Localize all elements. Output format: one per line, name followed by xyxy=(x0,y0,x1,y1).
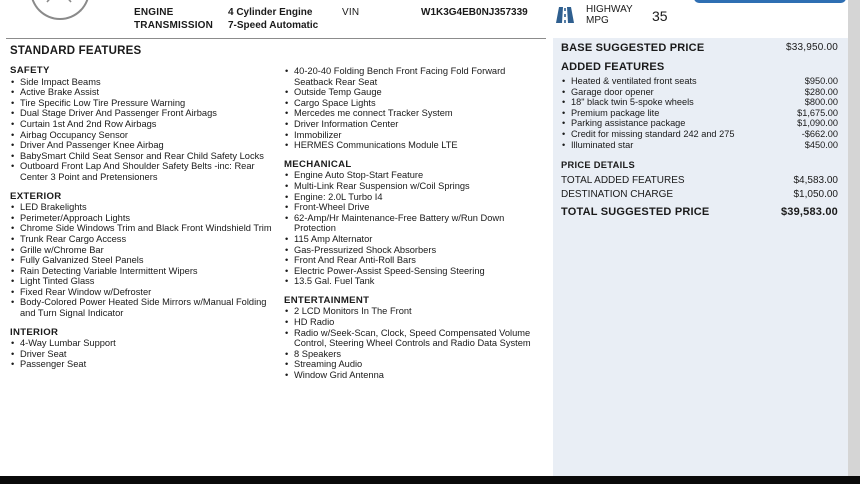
destination-label: DESTINATION CHARGE xyxy=(561,189,674,200)
feature-item: • Light Tinted Glass xyxy=(10,276,280,287)
feature-list xyxy=(10,338,280,370)
feature-item: • Rain Detecting Variable Intermittent Wipers xyxy=(10,266,280,277)
feature-item: • 2 LCD Monitors In The Front xyxy=(284,306,546,317)
header-accent-bar xyxy=(694,0,846,3)
feature-list xyxy=(10,77,280,183)
feature-item: • Fully Galvanized Steel Panels xyxy=(10,255,280,266)
feature-item: • Electric Power-Assist Speed-Sensing Steering xyxy=(284,266,546,277)
feature-item: • HERMES Communications Module LTE xyxy=(284,140,546,151)
feature-item: • Multi-Link Rear Suspension w/Coil Springs xyxy=(284,181,546,192)
added-feature-name: Premium package lite xyxy=(571,107,660,118)
feature-item: • Cargo Space Lights xyxy=(284,98,546,109)
base-price-label: BASE SUGGESTED PRICE xyxy=(561,42,705,54)
feature-item: • Body-Colored Power Heated Side Mirrors w/Manual Folding and Turn Signal Indicator xyxy=(10,297,280,318)
added-feature-price: $950.00 xyxy=(804,76,838,86)
feature-item: • Streaming Audio xyxy=(284,359,546,370)
feature-item: • 115 Amp Alternator xyxy=(284,234,546,245)
feature-section-title: MECHANICAL xyxy=(284,158,352,170)
highway-mpg-label: HIGHWAY MPG xyxy=(586,4,633,26)
feature-item: • 40-20-40 Folding Bench Front Facing Fold Forward Seatback Rear Seat xyxy=(284,66,546,87)
feature-section xyxy=(10,192,280,319)
feature-list xyxy=(284,170,546,287)
transmission-value: 7-Speed Automatic xyxy=(228,20,319,31)
vin-label: VIN xyxy=(342,7,360,18)
engine-label: ENGINE xyxy=(134,7,174,18)
feature-item: • Front And Rear Anti-Roll Bars xyxy=(284,255,546,266)
feature-item: • 8 Speakers xyxy=(284,349,546,360)
feature-item: • Window Grid Antenna xyxy=(284,370,546,381)
feature-item: • 4-Way Lumbar Support xyxy=(10,338,280,349)
added-feature-row xyxy=(561,118,838,129)
feature-list xyxy=(284,306,546,380)
added-feature-price: -$662.00 xyxy=(801,128,838,139)
feature-item: • LED Brakelights xyxy=(10,202,280,213)
feature-item: • Tire Specific Low Tire Pressure Warning xyxy=(10,98,280,109)
added-feature-row xyxy=(561,129,838,140)
engine-value: 4 Cylinder Engine xyxy=(228,7,313,18)
added-feature-row xyxy=(561,87,838,98)
feature-item: • Outside Temp Gauge xyxy=(284,87,546,98)
feature-item: • Driver Seat xyxy=(10,349,280,360)
added-feature-row xyxy=(561,97,838,108)
price-details-title: PRICE DETAILS xyxy=(561,160,635,170)
feature-list xyxy=(284,66,546,151)
feature-item: • Radio w/Seek-Scan, Clock, Speed Compensated Volume Control, Steering Wheel Controls and Radio Data System xyxy=(284,328,546,349)
feature-item: • Outboard Front Lap And Shoulder Safety Belts -inc: Rear Center 3 Point and Pretensioners xyxy=(10,161,280,182)
total-added-label: TOTAL ADDED FEATURES xyxy=(561,175,685,186)
standard-features-title: STANDARD FEATURES xyxy=(10,45,142,57)
header-divider xyxy=(6,38,546,39)
feature-item: • BabySmart Child Seat Sensor and Rear Child Safety Locks xyxy=(10,151,280,162)
added-feature-name: Credit for missing standard 242 and 275 xyxy=(571,128,735,139)
added-feature-name: Illuminated star xyxy=(571,139,634,150)
total-price-label: TOTAL SUGGESTED PRICE xyxy=(561,206,710,218)
added-feature-name: 18" black twin 5-spoke wheels xyxy=(571,97,694,108)
feature-item: • Trunk Rear Cargo Access xyxy=(10,234,280,245)
added-feature-row xyxy=(561,76,838,87)
feature-section xyxy=(284,296,546,381)
added-feature-price: $450.00 xyxy=(804,139,838,150)
feature-item: • 13.5 Gal. Fuel Tank xyxy=(284,276,546,287)
feature-item: • Engine Auto Stop-Start Feature xyxy=(284,170,546,181)
added-feature-row xyxy=(561,108,838,119)
total-added-value: $4,583.00 xyxy=(793,175,838,186)
feature-section xyxy=(10,328,280,370)
feature-item: • Gas-Pressurized Shock Absorbers xyxy=(284,245,546,256)
added-feature-row xyxy=(561,140,838,151)
transmission-label: TRANSMISSION xyxy=(134,20,214,31)
feature-item: • Engine: 2.0L Turbo I4 xyxy=(284,192,546,203)
added-feature-name: Parking assistance package xyxy=(571,118,686,129)
feature-section-title: INTERIOR xyxy=(10,326,59,338)
feature-item: • 62-Amp/Hr Maintenance-Free Battery w/Run Down Protection xyxy=(284,213,546,234)
total-price-value: $39,583.00 xyxy=(780,206,838,218)
feature-item: • Fixed Rear Window w/Defroster xyxy=(10,287,280,298)
added-feature-name: Garage door opener xyxy=(571,86,654,97)
feature-item: • Mercedes me connect Tracker System xyxy=(284,108,546,119)
added-feature-price: $1,090.00 xyxy=(797,118,838,129)
added-feature-price: $1,675.00 xyxy=(797,107,838,118)
feature-item: • Side Impact Beams xyxy=(10,77,280,88)
feature-item: • Immobilizer xyxy=(284,130,546,141)
added-feature-name: Heated & ventilated front seats xyxy=(571,76,697,86)
feature-item: • Curtain 1st And 2nd Row Airbags xyxy=(10,119,280,130)
price-panel xyxy=(553,38,848,484)
vin-value: W1K3G4EB0NJ357339 xyxy=(421,7,528,18)
star-icon xyxy=(42,0,76,4)
feature-section xyxy=(284,66,546,151)
feature-item: • HD Radio xyxy=(284,317,546,328)
highway-icon xyxy=(555,5,575,25)
feature-list xyxy=(10,202,280,319)
destination-value: $1,050.00 xyxy=(793,189,838,200)
added-features-list xyxy=(561,76,838,150)
page-edge xyxy=(848,0,860,484)
feature-section-title: ENTERTAINMENT xyxy=(284,294,370,306)
highway-mpg-value: 35 xyxy=(652,8,668,24)
feature-item: • Front-Wheel Drive xyxy=(284,202,546,213)
feature-item: • Driver Information Center xyxy=(284,119,546,130)
added-feature-price: $800.00 xyxy=(804,97,838,108)
added-features-title: ADDED FEATURES xyxy=(561,61,665,73)
features-column-1 xyxy=(10,66,280,379)
features-column-2 xyxy=(284,66,546,390)
feature-section xyxy=(10,66,280,183)
added-feature-price: $280.00 xyxy=(804,86,838,97)
feature-item: • Passenger Seat xyxy=(10,359,280,370)
base-price-value: $33,950.00 xyxy=(785,42,838,53)
feature-item: • Dual Stage Driver And Passenger Front Airbags xyxy=(10,108,280,119)
feature-item: • Airbag Occupancy Sensor xyxy=(10,130,280,141)
feature-item: • Chrome Side Windows Trim and Black Front Windshield Trim xyxy=(10,223,280,234)
feature-item: • Grille w/Chrome Bar xyxy=(10,245,280,256)
feature-item: • Active Brake Assist xyxy=(10,87,280,98)
feature-section-title: SAFETY xyxy=(10,65,50,76)
feature-item: • Driver And Passenger Knee Airbag xyxy=(10,140,280,151)
feature-item: • Perimeter/Approach Lights xyxy=(10,213,280,224)
feature-section-title: EXTERIOR xyxy=(10,190,62,202)
feature-section xyxy=(284,160,546,287)
header-band xyxy=(0,0,860,38)
bottom-bar xyxy=(0,476,860,484)
